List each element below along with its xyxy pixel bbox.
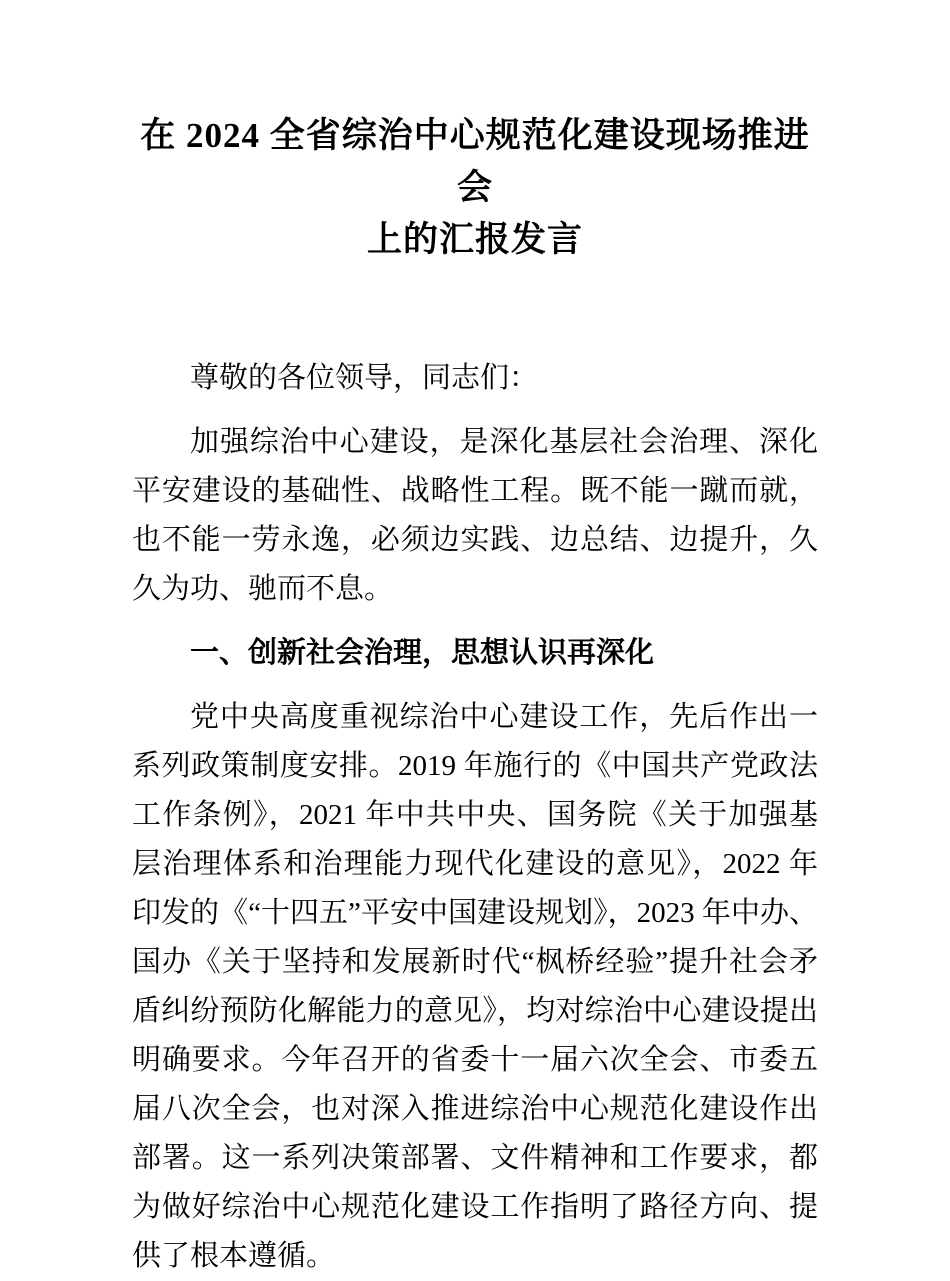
document-title-line-1: 在 2024 全省综治中心规范化建设现场推进会 [140, 116, 810, 207]
intro-paragraph: 加强综治中心建设，是深化基层社会治理、深化平安建设的基础性、战略性工程。既不能一蹴而就，也不能一劳永逸，必须边实践、边总结、边提升，久久为功、驰而不息。 [132, 426, 818, 605]
salutation-paragraph: 尊敬的各位领导，同志们： [190, 362, 539, 394]
section-heading-1: 一、创新社会治理，思想认识再深化 [190, 637, 655, 669]
document-title-line-2: 上的汇报发言 [366, 220, 583, 259]
document-title [132, 110, 818, 266]
section-1-body-paragraph: 党中央高度重视综治中心建设工作，先后作出一系列政策制度安排。2019 年施行的《中国共产党政法工作条例》，2021 年中共中央、国务院《关于加强基层治理体系和治理能力现代化建设的意见》，2022 年印发的《“十四五”平安中国建设规划》，2023 年中办、国办《关于坚持和发展新时代“枫桥经验”提升社会矛盾纠纷预防化解能力的意见》，均对综治中心建设提出明确要求。今年召开的省委十一届六次全会、市委五届八次全会，也对深入推进综治中心规范化建设作出部署。这一系列决策部署、文件精神和工作要求，都为做好综治中心规范化建设工作指明了路径方向、提供了根本遵循。 [132, 701, 818, 1272]
